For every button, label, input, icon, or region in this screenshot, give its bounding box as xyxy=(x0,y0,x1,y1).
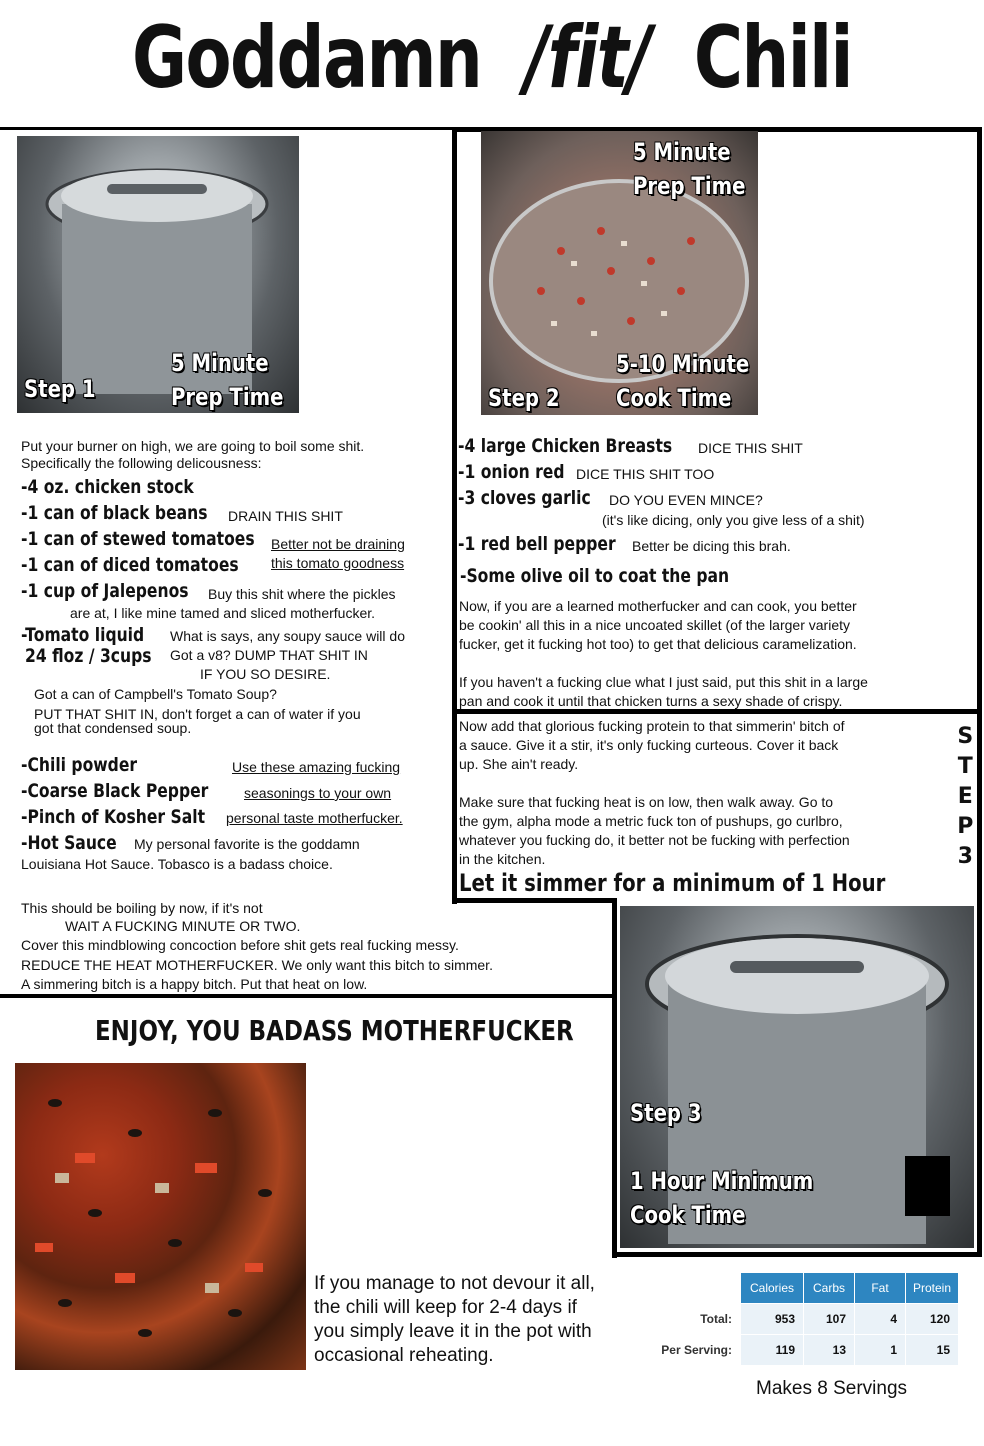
nutrition-value: 4 xyxy=(855,1304,906,1335)
step2-ingredient xyxy=(458,435,719,457)
boil-note: A simmering bitch is a happy bitch. Put that heat on low. xyxy=(21,976,368,992)
step2-paragraph: be cookin' all this in a nice uncoated skillet (of the larger variety xyxy=(459,617,850,633)
step2-cook-caption: 5-10 Minute xyxy=(616,350,750,378)
step3-paragraph: a sauce. Give it a stir, it's only fucking curteous. Cover it back xyxy=(459,737,839,753)
ingredient-note: DRAIN THIS SHIT xyxy=(228,508,343,524)
title-fit: /fit/ xyxy=(524,8,651,108)
divider xyxy=(977,127,982,1257)
divider xyxy=(0,994,614,998)
storage-line: the chili will keep for 2-4 days if xyxy=(314,1297,577,1318)
ingredient-note: DICE THIS SHIT xyxy=(698,440,803,456)
step3-paragraph: in the kitchen. xyxy=(459,851,546,867)
step2-paragraph: If you haven't a fucking clue what I just said, put this shit in a large xyxy=(459,674,868,690)
step2-paragraph: fucker, get it fucking hot too) to get that delicious caramelization. xyxy=(459,636,857,652)
nutrition-header-row xyxy=(636,1273,959,1304)
seasoning-note: seasonings to your own xyxy=(244,785,392,801)
boil-note: REDUCE THE HEAT MOTHERFUCKER. We only want this bitch to simmer. xyxy=(21,957,493,973)
storage-line: you simply leave it in the pot with xyxy=(314,1321,592,1342)
title-chili: Chili xyxy=(693,8,852,108)
nutrition-table xyxy=(636,1272,959,1366)
ingredient-note: (it's like dicing, only you give less of a shit) xyxy=(602,512,865,528)
side-letter: T xyxy=(957,754,973,779)
ingredient-name: -1 cup of Jalepenos xyxy=(21,580,189,602)
step2-ingredient xyxy=(458,533,650,555)
nutrition-value: 13 xyxy=(804,1335,855,1366)
soup-note: Got a can of Campbell's Tomato Soup? xyxy=(34,686,277,702)
step1-ingredient xyxy=(21,580,451,602)
seasoning-name: -Coarse Black Pepper xyxy=(21,780,209,802)
seasoning-note: Use these amazing fucking xyxy=(232,759,401,775)
divider xyxy=(612,1252,982,1257)
simmer-text: Let it simmer for a minimum of 1 Hour xyxy=(459,869,886,897)
ingredient-note: Buy this shit where the pickles xyxy=(208,586,396,602)
step3-paragraph: Now add that glorious fucking protein to that simmerin' bitch of xyxy=(459,718,845,734)
step1-pot-photo xyxy=(17,136,299,413)
step3-time-caption: Cook Time xyxy=(630,1201,746,1229)
nutrition-value: 1 xyxy=(855,1335,906,1366)
divider xyxy=(612,898,617,1258)
enjoy-heading xyxy=(95,1014,679,1047)
step1-ingredient xyxy=(21,476,232,498)
nutrition-value: 15 xyxy=(906,1335,959,1366)
boil-note: WAIT A FUCKING MINUTE OR TWO. xyxy=(65,918,301,934)
nutrition-row-label: Total: xyxy=(700,1312,732,1326)
boil-note: Cover this mindblowing concoction before shit gets real fucking messy. xyxy=(21,937,459,953)
nutrition-value: 119 xyxy=(741,1335,804,1366)
ingredient-name: -3 cloves garlic xyxy=(458,487,591,509)
tomato-liquid-amount xyxy=(25,645,179,667)
title-goddamn: Goddamn xyxy=(132,8,482,108)
side-letter: P xyxy=(957,814,973,839)
nutrition-value: 953 xyxy=(741,1304,804,1335)
step2-ingredient xyxy=(458,461,588,483)
ingredient-name: -Tomato liquid xyxy=(21,624,145,646)
step1-time-caption: 5 Minute xyxy=(171,349,269,377)
seasoning xyxy=(21,754,163,776)
ingredient-note: Better not be draining xyxy=(271,536,405,552)
ingredient-note: are at, I like mine tamed and sliced motherfucker. xyxy=(70,605,376,621)
nutrition-row-label: Per Serving: xyxy=(661,1343,732,1357)
step1-time-caption: Prep Time xyxy=(171,383,284,411)
ingredient-name: -4 large Chicken Breasts xyxy=(458,435,673,457)
nutrition-value: 120 xyxy=(906,1304,959,1335)
step1-caption: Step 1 xyxy=(24,375,96,403)
ingredient-name: -1 can of black beans xyxy=(21,502,208,524)
side-letter: E xyxy=(957,784,973,809)
seasoning xyxy=(21,806,245,828)
chili-bowl-icon xyxy=(15,1063,306,1370)
nutrition-header: Fat xyxy=(855,1273,906,1304)
tomato-liquid xyxy=(21,624,171,646)
chili-photo xyxy=(15,1063,306,1370)
enjoy-heading-text: ENJOY, YOU BADASS MOTHERFUCKER xyxy=(95,1014,574,1047)
ingredient-note: IF YOU SO DESIRE. xyxy=(200,666,331,682)
divider xyxy=(453,898,615,903)
ingredient-name: -1 can of diced tomatoes xyxy=(21,554,239,576)
intro-line: Put your burner on high, we are going to boil some shit. xyxy=(21,438,365,454)
step2-caption: Step 2 xyxy=(488,384,560,412)
ingredient-name: -1 onion red xyxy=(458,461,565,483)
ingredient-note: DO YOU EVEN MINCE? xyxy=(609,492,763,508)
olive-oil xyxy=(460,565,788,587)
ingredient-note: DICE THIS SHIT TOO xyxy=(576,466,715,482)
seasoning-name: -Pinch of Kosher Salt xyxy=(21,806,206,828)
storage-line: occasional reheating. xyxy=(314,1345,494,1366)
divider xyxy=(452,127,457,904)
ingredient-name: 24 floz / 3cups xyxy=(25,645,152,667)
step3-side-label xyxy=(954,722,976,872)
divider xyxy=(0,127,453,130)
step3-paragraph: the gym, alpha mode a metric fuck ton of pushups, go curlbro, xyxy=(459,813,843,829)
step3-pot-photo xyxy=(620,906,974,1248)
ingredient-note: Better be dicing this brah. xyxy=(632,538,791,554)
step1-ingredient xyxy=(21,528,451,550)
soup-note: PUT THAT SHIT IN, don't forget a can of water if you xyxy=(34,706,361,722)
page-title xyxy=(108,8,876,108)
side-letter: 3 xyxy=(957,844,973,869)
side-letter: S xyxy=(957,724,973,749)
seasoning xyxy=(21,832,138,854)
ingredient-note: Got a v8? DUMP THAT SHIT IN xyxy=(170,647,368,663)
nutrition-row xyxy=(636,1335,959,1366)
nutrition-header: Calories xyxy=(741,1273,804,1304)
seasoning-note: Louisiana Hot Sauce. Tobasco is a badass choice. xyxy=(21,856,333,872)
step3-caption: Step 3 xyxy=(630,1099,702,1127)
ingredient-name: -1 can of stewed tomatoes xyxy=(21,528,255,550)
step2-cook-caption: Cook Time xyxy=(616,384,732,412)
seasoning-note: personal taste motherfucker. xyxy=(226,810,403,826)
step3-paragraph: up. She ain't ready. xyxy=(459,756,579,772)
step3-paragraph: whatever you fucking do, it better not be fucking with perfection xyxy=(459,832,850,848)
step1-ingredient xyxy=(21,502,451,524)
step1-intro xyxy=(21,438,451,472)
step2-prep-caption: Prep Time xyxy=(633,172,746,200)
step2-paragraph: Now, if you are a learned motherfucker and can cook, you better xyxy=(459,598,857,614)
ingredient-name: -4 oz. chicken stock xyxy=(21,476,194,498)
ingredient-name: -1 red bell pepper xyxy=(458,533,616,555)
boil-note: This should be boiling by now, if it's not xyxy=(21,900,263,916)
simmer-instruction xyxy=(459,869,979,897)
ingredient-name: -Some olive oil to coat the pan xyxy=(460,565,730,587)
seasoning-name: -Chili powder xyxy=(21,754,138,776)
soup-note: got that condensed soup. xyxy=(34,720,192,736)
step3-paragraph: Make sure that fucking heat is on low, then walk away. Go to xyxy=(459,794,834,810)
servings-count: Makes 8 Servings xyxy=(756,1378,908,1399)
nutrition-row xyxy=(636,1304,959,1335)
nutrition-header: Protein xyxy=(906,1273,959,1304)
step3-time-caption: 1 Hour Minimum xyxy=(630,1167,814,1195)
nutrition-header: Carbs xyxy=(804,1273,855,1304)
seasoning xyxy=(21,780,249,802)
step2-paragraph: pan and cook it until that chicken turns a sexy shade of crispy. xyxy=(459,693,843,709)
ingredient-note: What is says, any soupy sauce will do xyxy=(170,628,405,644)
nutrition-value: 107 xyxy=(804,1304,855,1335)
step2-pan-photo xyxy=(481,131,758,415)
intro-line: Specifically the following delicousness: xyxy=(21,455,262,471)
storage-note xyxy=(314,1272,595,1368)
seasoning-note: My personal favorite is the goddamn xyxy=(134,836,360,852)
seasoning-name: -Hot Sauce xyxy=(21,832,117,854)
storage-line: If you manage to not devour it all, xyxy=(314,1273,595,1294)
step2-prep-caption: 5 Minute xyxy=(633,138,731,166)
step2-ingredient xyxy=(458,487,620,509)
ingredient-note: this tomato goodness xyxy=(271,555,405,571)
step1-ingredient xyxy=(21,554,451,576)
